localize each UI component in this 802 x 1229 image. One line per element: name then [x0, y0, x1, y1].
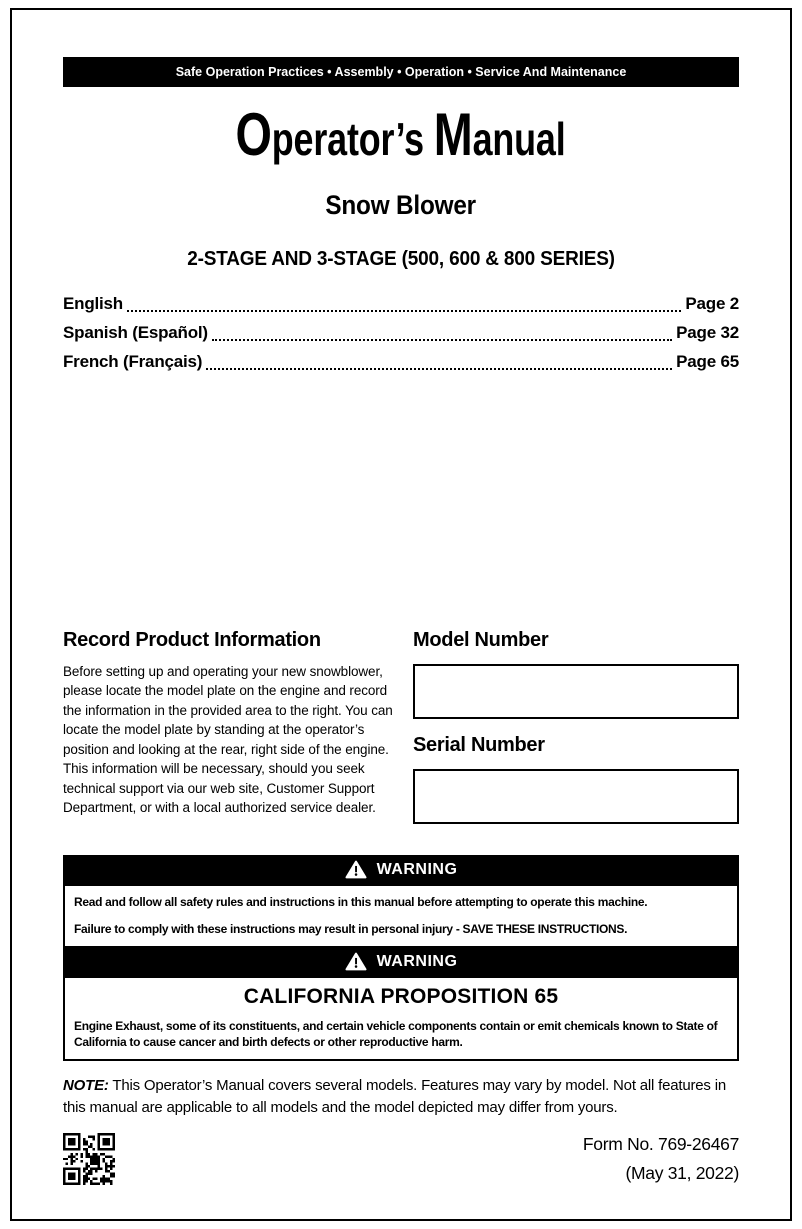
warning-triangle-icon	[345, 952, 367, 971]
toc-page: Page 65	[676, 352, 739, 371]
warning-triangle-icon	[345, 860, 367, 879]
record-info-heading: Record Product Information	[63, 629, 321, 651]
form-date: (May 31, 2022)	[625, 1163, 739, 1183]
toc-label: French (Français)	[63, 352, 203, 371]
qr-code	[63, 1133, 115, 1185]
model-number-label: Model Number	[413, 629, 549, 651]
model-number-field	[413, 664, 739, 719]
table-of-contents	[63, 293, 739, 380]
toc-label: English	[63, 294, 123, 313]
serial-number-field	[413, 769, 739, 824]
prop65-body: Engine Exhaust, some of its constituents, and certain vehicle components contain or emit chemicals known to State of California to cause cancer and birth defects or other reproductive harm.	[74, 1019, 718, 1049]
serial-number-label: Serial Number	[413, 734, 545, 756]
product-fields-column	[413, 628, 739, 838]
record-info-body: Before setting up and operating your new snowblower, please locate the model plate on the engine and record the information in the provided area to the right. You can locate the model plate by standing at the operator’s position and looking at the rear, right side of the engine. This information will be necessary, should you seek technical support via our web site, Customer Support Department, or with a local authorized service dealer.	[63, 664, 393, 816]
warning-title: WARNING	[376, 860, 458, 878]
toc-page: Page 32	[676, 323, 739, 342]
warning-bar-1	[63, 855, 739, 884]
toc-row-spanish	[63, 322, 739, 344]
header-bar-text: Safe Operation Practices • Assembly • Operation • Service And Maintenance	[175, 65, 627, 79]
series-line: 2-STAGE AND 3-STAGE (500, 600 & 800 SERIES)	[187, 248, 615, 270]
california-prop65-box	[63, 976, 739, 1061]
form-info	[583, 1130, 739, 1188]
warning-text-box	[63, 884, 739, 948]
toc-page: Page 2	[685, 294, 739, 313]
warning-line-2: Failure to comply with these instructions may result in personal injury - SAVE THESE INSTRUCTIONS.	[74, 922, 628, 936]
header-bar	[63, 57, 739, 87]
title-cap-1: O	[236, 101, 273, 168]
toc-label: Spanish (Español)	[63, 323, 208, 342]
dot-leader	[206, 368, 672, 370]
dot-leader	[127, 310, 681, 312]
note-body: This Operator’s Manual covers several models. Features may vary by model. Not all features in this manual are applicable to all models and the model depicted may differ from yours.	[63, 1077, 726, 1116]
prop65-title: CALIFORNIA PROPOSITION 65	[243, 985, 559, 1008]
title-part-2: anual	[473, 113, 566, 165]
product-name: Snow Blower	[325, 190, 477, 220]
dot-leader	[212, 339, 672, 341]
note-label: NOTE:	[63, 1077, 109, 1094]
toc-row-english	[63, 293, 739, 315]
warning-bar-2	[63, 947, 739, 976]
models-note	[63, 1075, 739, 1119]
record-info-column	[63, 628, 405, 838]
title-cap-2: M	[434, 101, 474, 168]
warning-title: WARNING	[376, 952, 458, 970]
title-part-1: perator’s	[272, 113, 435, 165]
product-info-section	[63, 628, 739, 838]
warning-line-1: Read and follow all safety rules and instructions in this manual before attempting to operate this machine.	[74, 895, 648, 909]
toc-row-french	[63, 351, 739, 373]
form-number: Form No. 769-26467	[582, 1134, 739, 1154]
manual-title	[0, 103, 802, 171]
